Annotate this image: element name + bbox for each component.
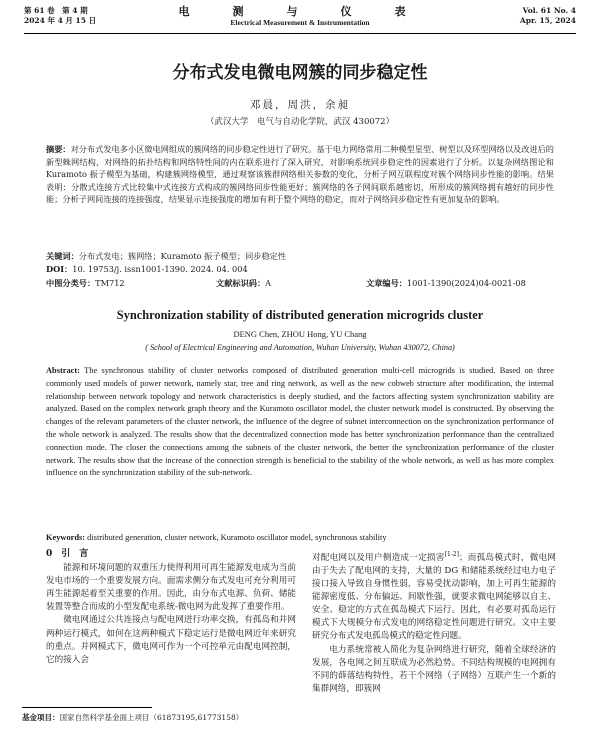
keywords-text-en: distributed generation, cluster network, Kuramoto oscillator model, synchronous stability (87, 533, 387, 542)
header-center (24, 6, 576, 28)
clc-label: 中图分类号： (46, 278, 96, 288)
funding-text: 国家自然科学基金面上项目（61873195,61773158） (59, 713, 244, 722)
keywords-cn (46, 250, 554, 263)
footnote-rule (22, 707, 152, 708)
keywords-label-cn: 关键词： (46, 251, 79, 261)
publication-date-en: Apr. 15, 2024 (519, 16, 576, 25)
article-no-group (366, 277, 526, 290)
doi-line (46, 263, 554, 276)
keywords-text-cn: 分布式发电；簇网络；Kuramoto 振子模型；同步稳定性 (78, 251, 287, 261)
clc-group (46, 277, 125, 290)
abstract-en (46, 365, 554, 480)
paragraph-text: ；而孤岛模式时，微电网由于失去了配电网的支持，大量的 DG 和储能系统经过电力电子接口接入导致自身惯性弱，容易受扰动影响，加上可再生能源的能源密度低、分布偏远、间歇性强，就要求微电网能够以自主、安全、稳定的方式在孤岛模式下运行。因此，有必要对孤岛运行模式下大规模分布式发电的网络稳定性问题进行研究。文中主要研究分布式发电孤岛模式的稳定性问题。 (312, 552, 556, 642)
abstract-cn (46, 143, 554, 206)
publication-date-cn: 2024 年 4 月 15 日 (24, 16, 97, 25)
abstract-text-cn: 对分布式发电多小区微电网组成的簇网络的同步稳定性进行了研究。基于电力网络常用二种模型星型、树型以及环型网络以及改进后的新型蛛网结构，对网络的拓扑结构和网络特性间的内在联系进行了深入研究，对影响系统同步稳定性的因素进行了分析。以复杂网络图论和 Kuramoto 振子模型为基础，构建簇网络模型，通过观察该簇群网络相关参数的变化，分析子网互联程度对簇个网络同步性能的影响。结果表明：分散式连接方式比较集中式连接方式构成的簇网络同步性能更好；簇网络的各子网间联系越密切，所形成的簇网络拥有越好的同步性能；分析子网间连接的连接强度，结果显示连接强度的增加有利于整个网络的稳定，而对子网络同步稳定性有更加复杂的影响。 (46, 144, 554, 205)
doc-code-label: 文献标识码： (216, 278, 266, 288)
doc-code-value: A (265, 278, 272, 288)
body-paragraph (312, 548, 556, 644)
clc-value: TM712 (95, 278, 125, 288)
article-title-en: Synchronization stability of distributed generation microgrids cluster (116, 308, 484, 322)
affiliation-en: ( School of Electrical Engineering and Automation, Wuhan University, Wuhan 430072, China) (145, 343, 455, 352)
funding-note (22, 712, 243, 723)
doi-value: 10. 19753/j. issn1001-1390. 2024. 04. 004 (72, 264, 248, 274)
authors-en: DENG Chen, ZHOU Hong, YU Chang (233, 329, 367, 339)
header-rule (24, 33, 576, 34)
abstract-label-en: Abstract: (46, 366, 80, 375)
running-header (24, 6, 576, 34)
journal-title-cn: 电 测 与 仪 表 (178, 5, 422, 18)
article-title-cn: 分布式发电微电网簇的同步稳定性 (172, 63, 428, 83)
doi-label: DOI： (46, 264, 73, 274)
funding-label: 基金项目： (22, 713, 60, 722)
journal-title-en: Electrical Measurement & Instrumentation (230, 18, 370, 27)
abstract-label-cn: 摘要： (46, 144, 71, 154)
header-right (520, 6, 576, 26)
body-paragraph: 微电网通过公共连接点与配电网进行功率交换，有孤岛和并网两种运行模式，如何在这两种模式下稳定运行是微电网近年来研究的重点。并网模式下，微电网可作为一个可控单元由配电网控制，它的接入会 (46, 615, 296, 665)
body-paragraph: 能源和环境问题的双重压力使得利用可再生能源发电成为当前发电市场的一个重要发展方向。面需求侧分布式发电可充分利用可再生能源起着至关重要的作用。因此，由分布式电源、负荷、储能装置等整合而成的小型发配电系统-微电网为此发挥了重要作用。 (46, 563, 296, 613)
keywords-en (46, 532, 554, 545)
volume-issue: 第 61 卷 第 4 期 (24, 6, 88, 15)
article-no-label: 文章编号： (366, 278, 407, 288)
body-left-column (46, 548, 296, 667)
affiliation-cn: （武汉大学 电气与自动化学院，武汉 430072） (205, 117, 395, 127)
article-no-value: 1001-1390(2024)04-0021-08 (406, 278, 526, 288)
authors-cn: 邓晨，周洪，余昶 (250, 99, 350, 111)
volume-number-en: Vol. 61 No. 4 (522, 6, 576, 15)
body-right-column (312, 548, 556, 696)
section-heading: 0 引 言 (46, 549, 89, 559)
keywords-label-en: Keywords: (46, 533, 86, 542)
paragraph-continuation: 对配电网以及用户侧造成一定损害 (312, 552, 445, 563)
body-paragraph: 电力系统常被人简化为复杂网络进行研究，随着全球经济的发展，各电网之间互联成为必然趋势。不同结构规模的电网拥有不同的薛落结构特性，若干个网络（子网络）互联产生一个新的集群网络，即簇网 (312, 644, 556, 694)
abstract-text-en: The synchronous stability of cluster networks composed of distributed generation multi-cell microgrids is studied. Based on three commonly used models of power network, namely star, tree and ring network, as well as the new cobweb structure after modification, the internal relationship between network topology and network characteristics is deeply studied, and the factors affecting system synchronization stability are analyzed. Based on the complex network graph theory and the Kuramoto oscillator model, the cluster network model is constructed. By observing the changes of the relevant parameters of the cluster network, the influence of the degree of subnet interconnection on the synchronization performance of the whole network is analyzed. The results show that the decentralized connection mode has better synchronization performance than the centralized connection mode. The closer the connections among the subnets of the cluster network, the better the synchronization performance of the cluster network. The results show that the increase of the connection strength is beneficial to the stability of the whole network, as well as has more complex influence on the synchronization stability of the sub-network. (46, 366, 554, 478)
citation-ref: [1-2] (444, 551, 459, 558)
doc-code-group (216, 277, 271, 290)
